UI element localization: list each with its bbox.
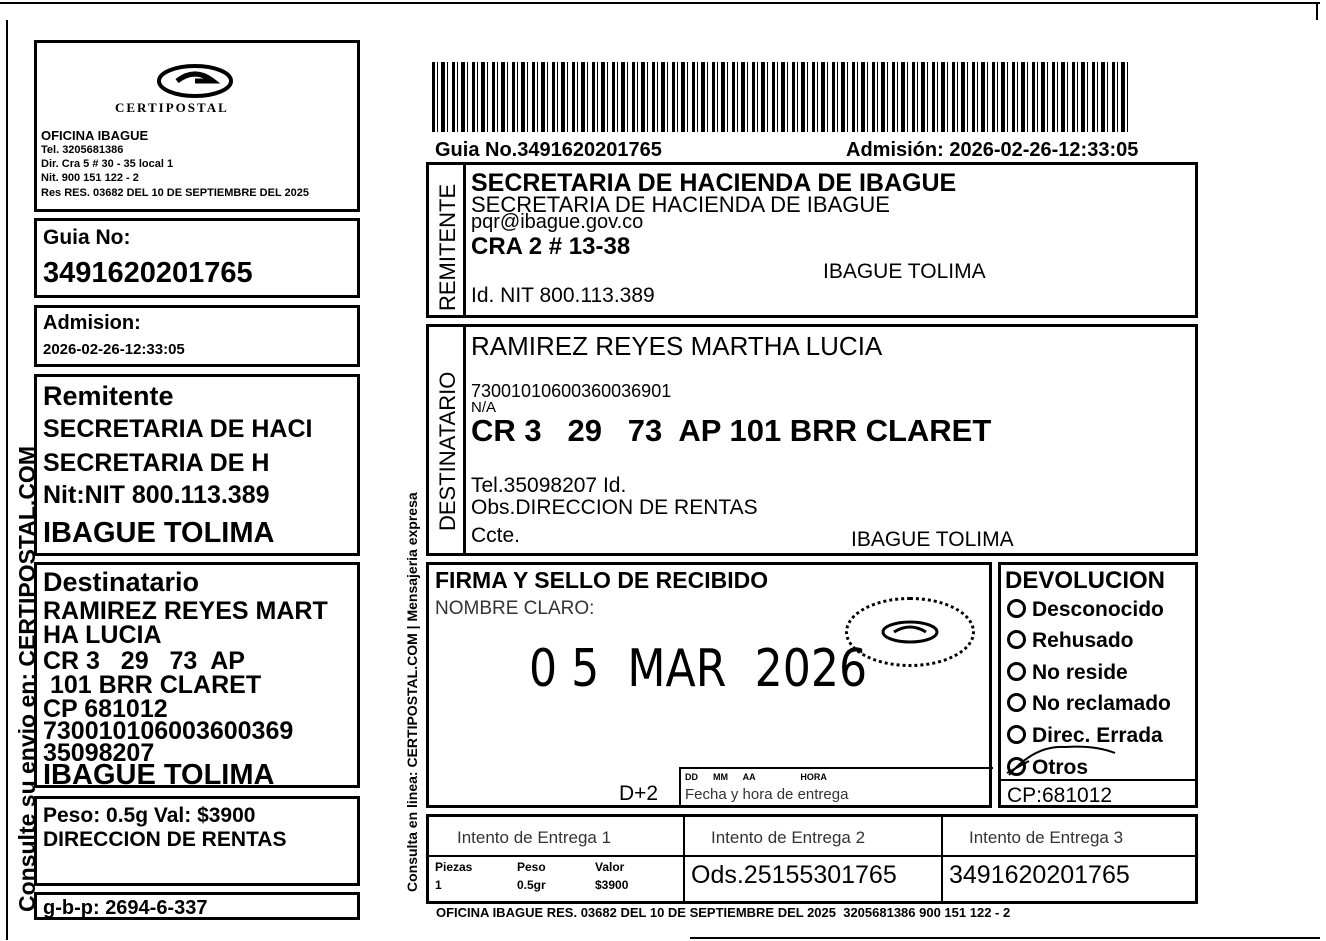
intentos-box (426, 814, 1198, 904)
office-dir: Dir. Cra 5 # 30 - 35 local 1 (41, 158, 174, 170)
radio-icon (1007, 693, 1026, 712)
valor-label: Valor (595, 860, 625, 874)
guia-number: 3491620201765 (43, 257, 253, 289)
remitente-name2: SECRETARIA DE HACIENDA DE IBAGUE (471, 192, 890, 217)
intento-3-label: Intento de Entrega 3 (969, 828, 1124, 847)
radio-icon (1007, 599, 1026, 618)
dest-line4-left: 101 BRR CLARET (43, 671, 262, 699)
office-res: Res RES. 03682 DEL 10 DE SEPTIEMBRE DEL 2025 (41, 187, 309, 199)
destinatario-city: IBAGUE TOLIMA (851, 528, 1014, 551)
admision-box (34, 305, 360, 367)
devolucion-option-1[interactable]: Desconocido (1007, 599, 1164, 620)
intento-2-label: Intento de Entrega 2 (711, 828, 866, 847)
certipostal-logo (155, 63, 235, 99)
fecha-label: Fecha y hora de entrega (685, 786, 849, 803)
d2-label: D+2 (619, 782, 659, 805)
devolucion-option-4[interactable]: No reclamado (1007, 693, 1171, 714)
nombre-claro-label: NOMBRE CLARO: (435, 598, 595, 619)
piezas-value: 1 (435, 878, 442, 892)
gbp-box (34, 892, 360, 920)
remitente-address: CRA 2 # 13-38 (471, 233, 631, 260)
bottom-border-line (690, 937, 1320, 939)
header-admision: Admisión: 2026-02-26-12:33:05 (846, 139, 1139, 161)
header-guia: Guia No.3491620201765 (435, 139, 662, 161)
intentos-v-divider-2 (941, 817, 943, 901)
remitente-email: pqr@ibague.gov.co (471, 211, 644, 233)
firma-title: FIRMA Y SELLO DE RECIBIDO (435, 567, 769, 593)
remitente-vertical-label: REMITENTE (435, 183, 460, 311)
peso-box-left (34, 796, 360, 886)
gbp-text: g-b-p: 2694-6-337 (43, 897, 208, 919)
dest-line3-left: CR 3 29 73 AP (43, 647, 245, 675)
radio-icon (1007, 630, 1026, 649)
fecha-headers: DD MM AA HORA (685, 772, 827, 782)
firma-box (426, 562, 992, 808)
remitente-title-left: Remitente (43, 381, 174, 411)
obs-line-left: DIRECCION DE RENTAS (43, 828, 287, 851)
bottom-guia-number: 3491620201765 (949, 861, 1130, 889)
destinatario-tel: Tel.35098207 Id. (471, 474, 627, 497)
valor-value: $3900 (595, 878, 629, 892)
intentos-v-divider-1 (683, 817, 685, 901)
admision-value: 2026-02-26-12:33:05 (43, 341, 185, 358)
devolucion-box (998, 562, 1198, 808)
destinatario-ccte: Ccte. (471, 524, 521, 547)
destinatario-address: CR 3 29 73 AP 101 BRR CLARET (471, 413, 992, 448)
side-consulta-linea-text: Consulta en linea: CERTIPOSTAL.COM | Mensajeria expresa (404, 492, 420, 892)
remitente-city: IBAGUE TOLIMA (823, 260, 986, 283)
devolucion-option-2[interactable]: Rehusado (1007, 630, 1134, 651)
dest-phone-left: 35098207 (43, 739, 155, 767)
fecha-section-left-line (679, 767, 681, 805)
devolucion-option-6[interactable]: Otros (1007, 757, 1088, 778)
ods-number: Ods.25155301765 (691, 861, 897, 889)
right-border-line (1316, 2, 1318, 20)
devolucion-option-5[interactable]: Direc. Errada (1007, 725, 1163, 746)
peso-value: 0.5gr (517, 878, 546, 892)
destinatario-obs: Obs.DIRECCION DE RENTAS (471, 496, 758, 519)
barcode (432, 62, 1132, 132)
left-border-line (6, 20, 8, 940)
remitente-line1-left: SECRETARIA DE HACI (43, 415, 313, 443)
side-consulte-text: Consulte su envio en: CERTIPOSTAL.COM (14, 446, 40, 912)
destinatario-box-left (34, 562, 360, 791)
office-tel: Tel. 3205681386 (41, 144, 124, 156)
dest-line2-left: HA LUCIA (43, 621, 162, 649)
devolucion-option-3[interactable]: No reside (1007, 662, 1128, 683)
office-name: OFICINA IBAGUE (41, 128, 149, 143)
destinatario-na: N/A (471, 399, 497, 416)
remitente-nit-left: Nit:NIT 800.113.389 (43, 481, 270, 509)
remitente-id: Id. NIT 800.113.389 (471, 284, 655, 307)
fecha-section-top-line (679, 767, 993, 769)
pen-mark-icon (1005, 725, 1125, 785)
remitente-city-left: IBAGUE TOLIMA (43, 517, 275, 549)
intentos-h-divider (429, 855, 1195, 857)
devolucion-cp: CP:681012 (1007, 784, 1113, 807)
top-border-line (0, 2, 1320, 4)
radio-icon (1007, 662, 1026, 681)
destinatario-box (426, 324, 1198, 556)
devolucion-title: DEVOLUCION (1005, 567, 1166, 594)
piezas-label: Piezas (435, 860, 473, 874)
remitente-box (426, 162, 1198, 318)
guia-label: Guia No: (43, 226, 131, 249)
logo-icon (155, 63, 235, 99)
footer-office-line: OFICINA IBAGUE RES. 03682 DEL 10 DE SEPTIEMBRE DEL 2025 3205681386 900 151 122 - 2 (436, 905, 1011, 920)
devolucion-cp-line (1001, 779, 1195, 781)
peso-label: Peso (517, 860, 546, 874)
remitente-label-divider (463, 165, 466, 315)
dest-code-left: 730010106003600369 (43, 717, 294, 745)
guia-box (34, 218, 360, 298)
destinatario-vertical-label: DESTINATARIO (435, 371, 460, 531)
dest-line1-left: RAMIREZ REYES MART (43, 597, 328, 625)
admision-label: Admision: (43, 312, 141, 334)
intento-1-label: Intento de Entrega 1 (457, 828, 612, 847)
peso-line-left: Peso: 0.5g Val: $3900 (43, 804, 256, 827)
office-nit: Nit. 900 151 122 - 2 (41, 172, 139, 184)
dest-cp-left: CP 681012 (43, 695, 168, 723)
stamp-logo-icon (880, 620, 940, 644)
destinatario-title-left: Destinatario (43, 567, 200, 597)
logo-text: CERTIPOSTAL (115, 100, 229, 115)
destinatario-name: RAMIREZ REYES MARTHA LUCIA (471, 331, 883, 361)
destinatario-code: 73001010600360036901 (471, 381, 672, 401)
remitente-name: SECRETARIA DE HACIENDA DE IBAGUE (471, 169, 957, 197)
destinatario-label-divider (463, 327, 466, 553)
remitente-box-left (34, 374, 360, 556)
office-box (34, 40, 360, 212)
handwritten-date-stamp: 0 5 MAR 2026 (529, 639, 868, 699)
remitente-line2-left: SECRETARIA DE H (43, 449, 270, 477)
dest-city-left: IBAGUE TOLIMA (43, 759, 275, 791)
